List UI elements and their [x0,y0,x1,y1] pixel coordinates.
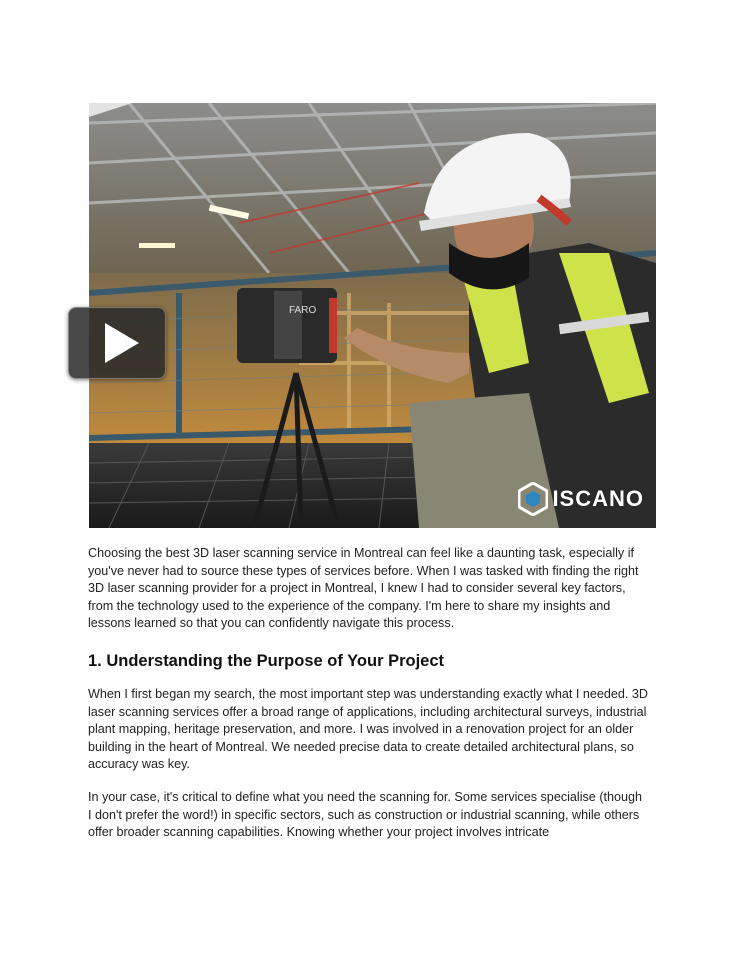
hero-photo [89,103,656,528]
iscano-logo [518,482,644,516]
hexagon-logo-icon [518,482,548,516]
section-paragraph-1: When I first began my search, the most important step was understanding exactly what I needed. 3D laser scanning services offer a broad range of applications, including architectural surveys, industrial plant mapping, heritage preservation, and more. I was involved in a renovation project for an older building in the heart of Montreal. We needed precise data to create detailed architectural plans, so accuracy was key. [88,687,649,772]
section-paragraph-2: In your case, it's critical to define what you need the scanning for. Some services specialise (though I don't prefer the word!) in specific sectors, such as construction or industrial scanning, while others offer broader scanning capabilities. Knowing whether your project involves intricate [88,790,643,840]
section-heading: 1. Understanding the Purpose of Your Project [88,652,445,670]
logo-text: ISCANO [552,486,644,511]
scanner-brand-label: FARO [289,305,317,316]
intro-paragraph: Choosing the best 3D laser scanning service in Montreal can feel like a daunting task, especially if you've never had to source these types of services before. When I was tasked with finding the right 3D laser scanning provider for a project in Montreal, I knew I had to consider several key factors, from the technology used to the experience of the company. I'm here to share my insights and lessons learned so that you can confidently navigate this process. [88,546,639,631]
play-icon [105,323,139,363]
video-play-button[interactable] [68,307,166,379]
worker-scanning-illustration [89,103,656,528]
